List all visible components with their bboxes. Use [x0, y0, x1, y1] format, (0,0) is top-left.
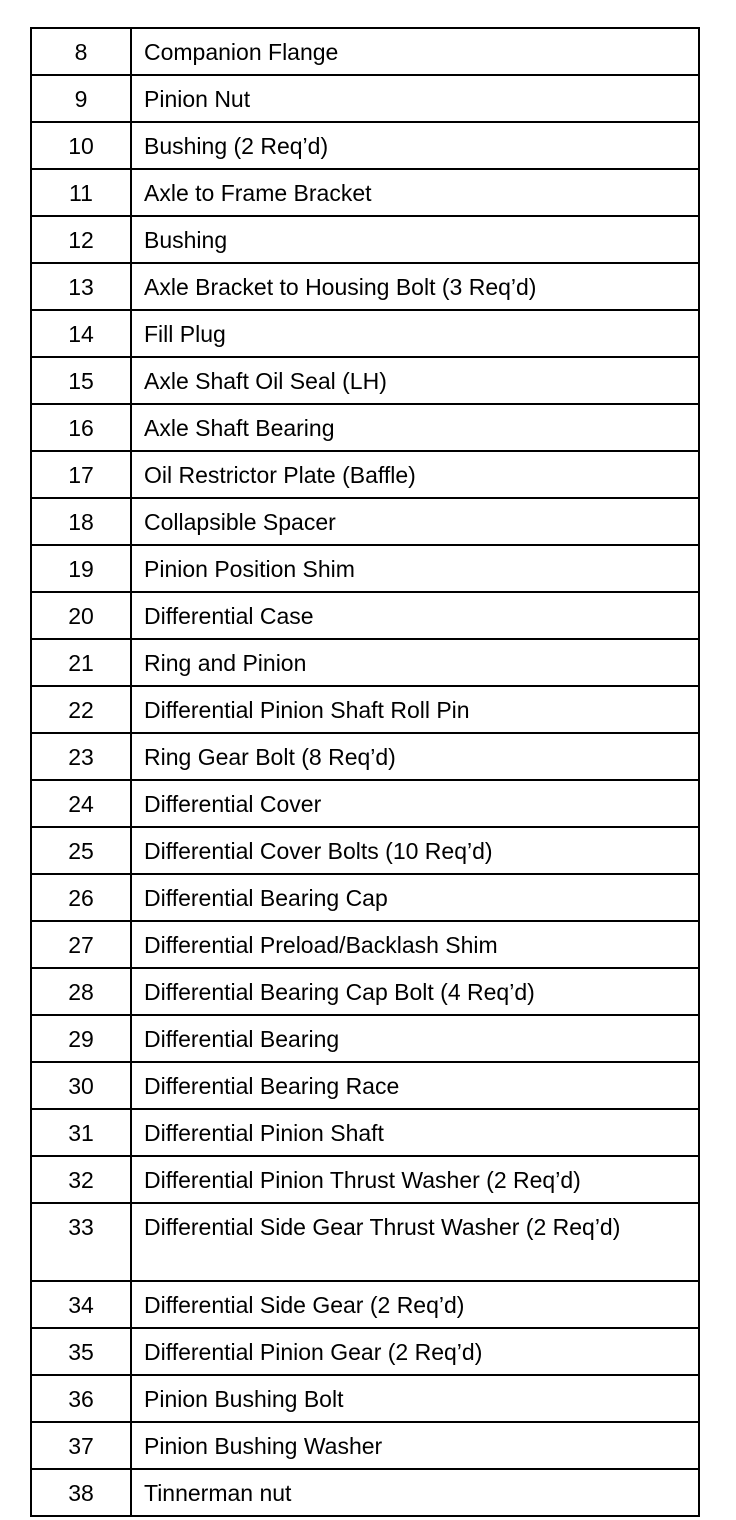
part-number: 9	[31, 75, 131, 122]
table-row	[31, 1156, 699, 1203]
table-row	[31, 1375, 699, 1422]
table-row	[31, 357, 699, 404]
part-number: 38	[31, 1469, 131, 1516]
parts-list-table	[30, 27, 700, 1517]
part-number: 17	[31, 451, 131, 498]
part-number: 21	[31, 639, 131, 686]
table-row	[31, 874, 699, 921]
table-row	[31, 1062, 699, 1109]
part-number: 29	[31, 1015, 131, 1062]
table-row	[31, 733, 699, 780]
table-row	[31, 75, 699, 122]
part-description: Collapsible Spacer	[131, 498, 699, 545]
part-number: 12	[31, 216, 131, 263]
table-row	[31, 498, 699, 545]
table-row	[31, 968, 699, 1015]
table-row	[31, 827, 699, 874]
part-number: 23	[31, 733, 131, 780]
part-description: Ring and Pinion	[131, 639, 699, 686]
part-description: Differential Pinion Thrust Washer (2 Req’d)	[131, 1156, 699, 1203]
part-description: Differential Bearing	[131, 1015, 699, 1062]
part-description: Axle Bracket to Housing Bolt (3 Req’d)	[131, 263, 699, 310]
table-row	[31, 451, 699, 498]
part-description: Pinion Bushing Bolt	[131, 1375, 699, 1422]
part-number: 33	[31, 1203, 131, 1281]
table-row	[31, 28, 699, 75]
part-description: Oil Restrictor Plate (Baffle)	[131, 451, 699, 498]
part-description: Pinion Position Shim	[131, 545, 699, 592]
table-row	[31, 1203, 699, 1281]
part-description: Differential Side Gear Thrust Washer (2 Req’d)	[131, 1203, 699, 1281]
part-number: 13	[31, 263, 131, 310]
part-number: 20	[31, 592, 131, 639]
part-description: Fill Plug	[131, 310, 699, 357]
table-row	[31, 1328, 699, 1375]
part-description: Bushing	[131, 216, 699, 263]
table-row	[31, 1109, 699, 1156]
part-description: Differential Bearing Cap Bolt (4 Req’d)	[131, 968, 699, 1015]
part-description: Ring Gear Bolt (8 Req’d)	[131, 733, 699, 780]
part-description: Differential Pinion Shaft	[131, 1109, 699, 1156]
part-number: 34	[31, 1281, 131, 1328]
table-row	[31, 1015, 699, 1062]
table-row	[31, 1422, 699, 1469]
part-description: Differential Preload/Backlash Shim	[131, 921, 699, 968]
table-row	[31, 639, 699, 686]
part-number: 31	[31, 1109, 131, 1156]
part-number: 25	[31, 827, 131, 874]
part-number: 32	[31, 1156, 131, 1203]
part-description: Companion Flange	[131, 28, 699, 75]
part-number: 19	[31, 545, 131, 592]
table-row	[31, 169, 699, 216]
part-number: 36	[31, 1375, 131, 1422]
table-row	[31, 310, 699, 357]
part-number: 10	[31, 122, 131, 169]
part-description: Differential Cover	[131, 780, 699, 827]
part-description: Axle to Frame Bracket	[131, 169, 699, 216]
table-row	[31, 592, 699, 639]
part-number: 22	[31, 686, 131, 733]
table-row	[31, 404, 699, 451]
table-row	[31, 686, 699, 733]
part-number: 28	[31, 968, 131, 1015]
part-description: Differential Bearing Race	[131, 1062, 699, 1109]
part-number: 26	[31, 874, 131, 921]
part-number: 15	[31, 357, 131, 404]
part-description: Pinion Bushing Washer	[131, 1422, 699, 1469]
part-description: Differential Case	[131, 592, 699, 639]
table-row	[31, 122, 699, 169]
part-number: 37	[31, 1422, 131, 1469]
part-number: 24	[31, 780, 131, 827]
table-row	[31, 216, 699, 263]
table-row	[31, 545, 699, 592]
part-description: Differential Pinion Gear (2 Req’d)	[131, 1328, 699, 1375]
table-row	[31, 921, 699, 968]
part-number: 35	[31, 1328, 131, 1375]
part-description: Axle Shaft Bearing	[131, 404, 699, 451]
part-description: Differential Bearing Cap	[131, 874, 699, 921]
part-description: Differential Side Gear (2 Req’d)	[131, 1281, 699, 1328]
part-number: 18	[31, 498, 131, 545]
part-number: 14	[31, 310, 131, 357]
part-description: Pinion Nut	[131, 75, 699, 122]
part-description: Axle Shaft Oil Seal (LH)	[131, 357, 699, 404]
table-row	[31, 1469, 699, 1516]
part-number: 8	[31, 28, 131, 75]
part-number: 30	[31, 1062, 131, 1109]
table-row	[31, 780, 699, 827]
part-number: 11	[31, 169, 131, 216]
part-number: 27	[31, 921, 131, 968]
part-description: Differential Pinion Shaft Roll Pin	[131, 686, 699, 733]
part-description: Differential Cover Bolts (10 Req’d)	[131, 827, 699, 874]
part-description: Tinnerman nut	[131, 1469, 699, 1516]
table-row	[31, 263, 699, 310]
table-row	[31, 1281, 699, 1328]
part-number: 16	[31, 404, 131, 451]
part-description: Bushing (2 Req’d)	[131, 122, 699, 169]
